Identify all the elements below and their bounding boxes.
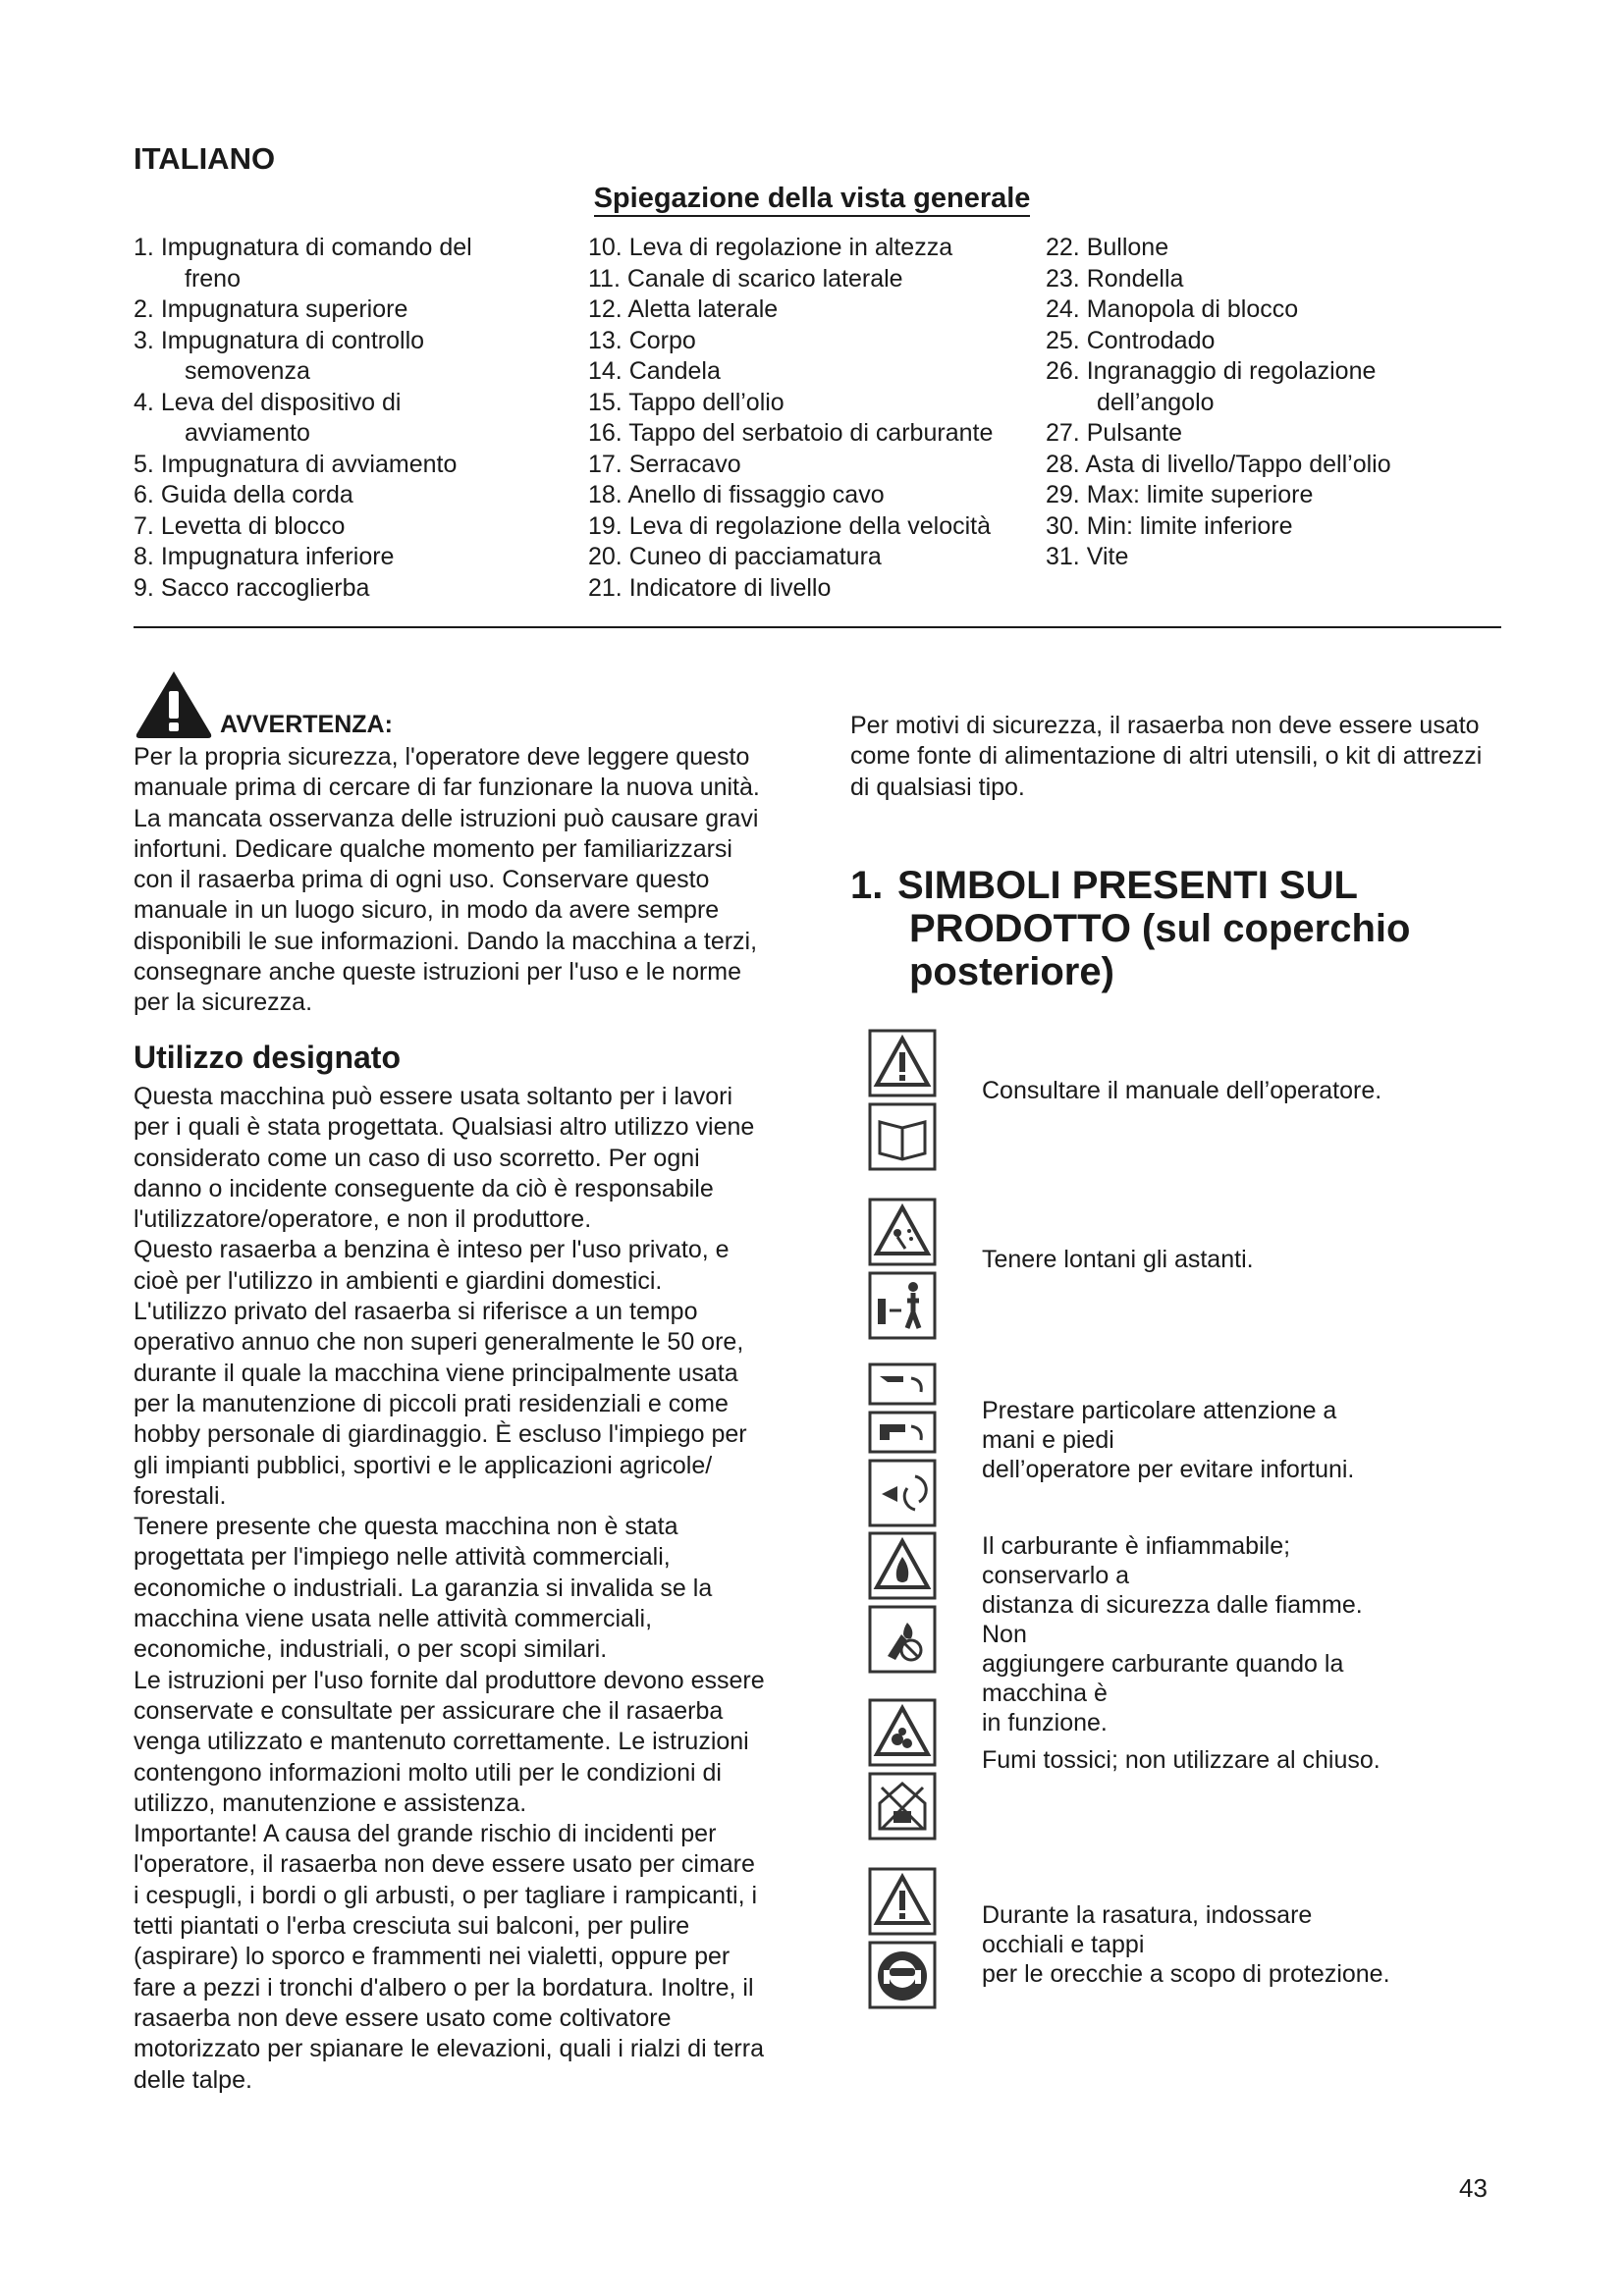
part-item: 31. Vite — [1046, 543, 1129, 570]
keep-distance-icon — [868, 1271, 937, 1340]
symbol-description: Prestare particolare attenzione a mani e piedi dell’operatore per evitare infortuni. — [982, 1397, 1355, 1483]
warning-triangle-icon — [868, 1867, 937, 1936]
debris-hazard-icon — [868, 1198, 937, 1266]
part-item: 1. Impugnatura di comando del — [134, 234, 472, 261]
part-item: 20. Cuneo di pacciamatura — [588, 543, 882, 570]
symbols-section-title: 1. SIMBOLI PRESENTI SUL PRODOTTO (sul coperchio posteriore) — [850, 864, 1411, 993]
language-heading: ITALIANO — [134, 141, 276, 176]
hand-cut-hazard-icon — [868, 1362, 937, 1406]
part-item: 24. Manopola di blocco — [1046, 295, 1299, 323]
toxic-fumes-icon — [868, 1698, 937, 1767]
warning-text: Per la propria sicurezza, l'operatore deve leggere questo manuale prima di cercare di far funzionare la nuova unità. La mancata osservanza delle istruzioni può causare gravi infortuni. Dedicare qualche momento per familiarizzarsi con il rasaerba prima di ogni uso. Conservare questo manuale in un luogo sicuro, in modo da avere sempre disponibili le sue informazioni. Dando la macchina a terzi, consegnare anche queste istruzioni per l'uso e le norme per la sicurezza. — [134, 743, 760, 1017]
symbol-description: Consultare il manuale dell’operatore. — [982, 1077, 1382, 1104]
part-item: 21. Indicatore di livello — [588, 573, 832, 602]
part-item: 3. Impugnatura di controllo — [134, 326, 425, 354]
symbol-description: Fumi tossici; non utilizzare al chiuso. — [982, 1746, 1380, 1774]
part-item: 2. Impugnatura superiore — [134, 295, 408, 323]
part-item-continuation: semovenza — [185, 357, 310, 385]
no-indoor-use-icon — [868, 1772, 937, 1841]
safety-note: Per motivi di sicurezza, il rasaerba non deve essere usato come fonte di alimentazione di altri utensili, o kit di attrezzi di qualsiasi tipo. — [850, 712, 1483, 801]
part-item: 5. Impugnatura di avviamento — [134, 450, 458, 478]
symbol-description: Il carburante è infiammabile; conservarlo a distanza di sicurezza dalle fiamme. Non aggiungere carburante quando la macchina è in funzione. — [982, 1532, 1363, 1736]
part-item: 28. Asta di livello/Tappo dell’olio — [1046, 450, 1391, 478]
warning-header — [134, 664, 791, 742]
no-open-flame-icon — [868, 1605, 937, 1674]
intended-use-section — [134, 1036, 791, 2096]
part-item: 9. Sacco raccoglierba — [134, 573, 370, 602]
warning-triangle-icon — [134, 667, 214, 742]
eye-ear-protection-icon — [868, 1941, 937, 2009]
part-item: 29. Max: limite superiore — [1046, 481, 1314, 508]
part-item-continuation: avviamento — [185, 419, 310, 447]
part-item: 12. Aletta laterale — [588, 295, 779, 323]
foot-cut-hazard-icon — [868, 1411, 937, 1454]
symbol-description: Durante la rasatura, indossare occhiali e tappi per le orecchie a scopo di protezione. — [982, 1901, 1390, 1988]
part-item: 16. Tappo del serbatoio di carburante — [588, 419, 994, 447]
fire-hazard-icon — [868, 1531, 937, 1600]
part-item: 13. Corpo — [588, 326, 696, 354]
part-item: 8. Impugnatura inferiore — [134, 543, 395, 570]
part-item: 19. Leva di regolazione della velocità — [588, 511, 992, 540]
intended-use-text: Questa macchina può essere usata soltanto per i lavori per i quali è stata progettata. Qualsiasi altro utilizzo viene considerato come un caso di uso scorretto. Per ogni danno o incidente conseguente da ciò è responsabile l'utilizzatore/operatore, e non il produttore. Questo rasaerba a benzina è inteso per l'uso privato, e cioè per l'utilizzo in ambienti e giardini domestici. L'utilizzo privato del rasaerba si riferisce a un tempo operativo annuo che non superi generalmente le 50 ore, durante il quale la macchina viene principalmente usata per la manutenzione di piccoli prati residenziali e come hobby personale di giardinaggio. È escluso l'impiego per gli impianti pubblici, sportivi e le applicazioni agricole/ forestali. Tenere presente che questa macchina non è stata progettata per l'impiego nelle attività commerciali, economiche o industriali. La garanzia si invalida se la macchina viene usata nelle attività commerciali, economiche, industriali, o per scopi similari. Le istruzioni per l'uso fornite dal produttore devono essere conservate e consultate per assicurare che il rasaerba venga utilizzato e mantenuto correttamente. Le istruzioni contengono informazioni molto utili per le condizioni di utilizzo, manutenzione e assistenza. Importante! A causa del grande rischio di incidenti per l'operatore, il rasaerba non deve essere usato per cimare i cespugli, i bordi o gli arbusti, o per tagliare i rampicanti, i tetti piantati o l'erba cresciuta sui balconi, per pulire (aspirare) lo sporco e frammenti nei vialetti, oppure per fare a pezzi i tronchi d'albero o per la bordatura. Inoltre, il rasaerba non deve essere usato come coltivatore motorizzato per spianare le elevazioni, quali i rialzi di terra delle talpe. — [134, 1083, 765, 2094]
part-item: 15. Tappo dell’olio — [588, 388, 785, 416]
part-item: 22. Bullone — [1046, 234, 1169, 261]
manual-book-icon — [868, 1102, 937, 1171]
part-item: 7. Levetta di blocco — [134, 511, 346, 540]
parts-column-2 — [588, 233, 993, 604]
part-item: 4. Leva del dispositivo di — [134, 388, 402, 416]
part-item-continuation: dell’angolo — [1097, 388, 1215, 416]
part-item: 26. Ingranaggio di regolazione — [1046, 357, 1377, 385]
warning-triangle-icon — [868, 1029, 937, 1097]
section-divider — [134, 626, 1501, 628]
part-item: 10. Leva di regolazione in altezza — [588, 234, 953, 261]
intended-use-heading: Utilizzo designato — [134, 1040, 401, 1075]
part-item: 6. Guida della corda — [134, 481, 353, 508]
part-item: 18. Anello di fissaggio cavo — [588, 481, 885, 508]
part-item: 27. Pulsante — [1046, 419, 1183, 447]
warning-block — [134, 664, 791, 1019]
part-item: 25. Controdado — [1046, 326, 1216, 354]
part-item: 17. Serracavo — [588, 450, 741, 478]
symbol-description: Tenere lontani gli astanti. — [982, 1246, 1254, 1273]
part-item: 30. Min: limite inferiore — [1046, 511, 1293, 540]
part-item-continuation: freno — [185, 264, 241, 293]
part-item: 11. Canale di scarico laterale — [588, 264, 903, 293]
parts-column-1 — [134, 233, 472, 604]
blade-rotation-icon — [868, 1459, 937, 1527]
part-item: 14. Candela — [588, 357, 721, 385]
part-item: 23. Rondella — [1046, 264, 1184, 293]
parts-column-3 — [1046, 233, 1391, 573]
page-number: 43 — [1459, 2173, 1488, 2203]
overview-title: Spiegazione della vista generale — [0, 183, 1624, 215]
warning-label: AVVERTENZA: — [220, 711, 393, 738]
